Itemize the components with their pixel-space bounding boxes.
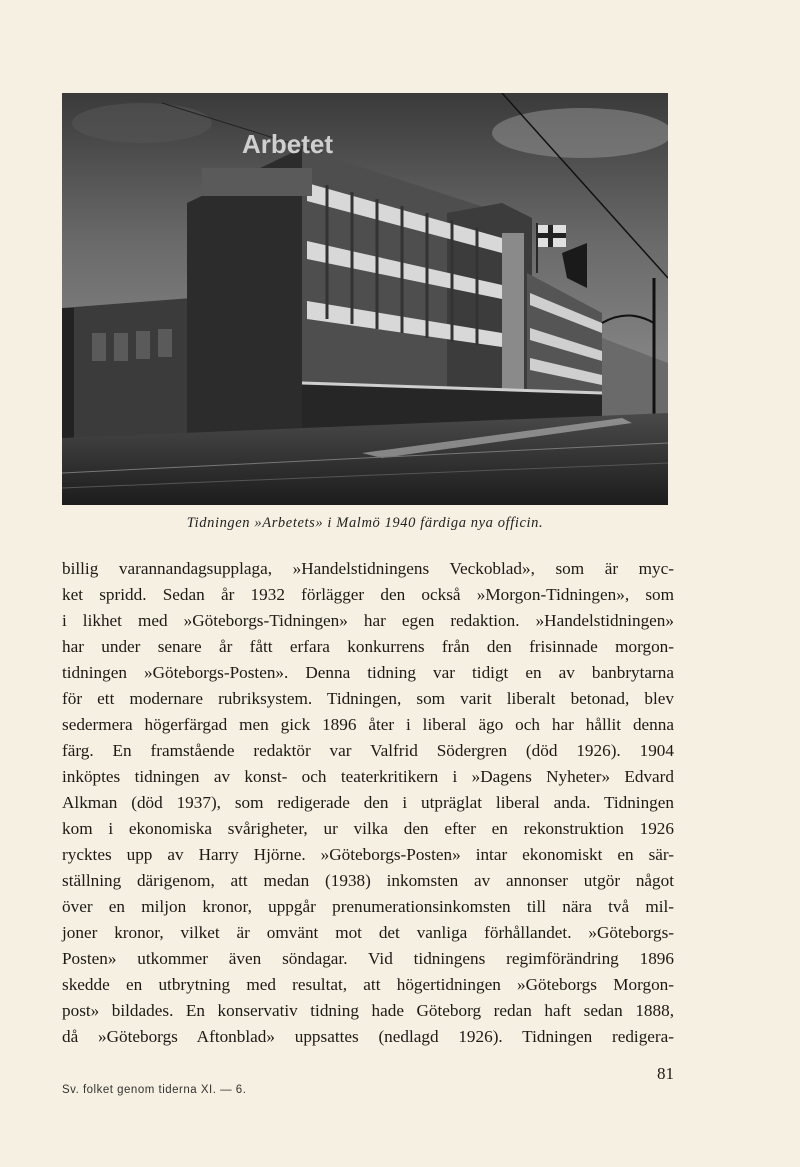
body-line: post» bildades. En konservativ tidning hade Göteborg redan haft sedan 1888, xyxy=(62,1001,674,1020)
body-line: för ett modernare rubriksystem. Tidningen, som varit liberalt betonad, blev xyxy=(62,689,674,708)
body-line: joner kronor, vilket är omvänt mot det vanliga förhållandet. »Göteborgs- xyxy=(62,923,674,942)
body-line: i likhet med »Göteborgs-Tidningen» har egen redaktion. »Handelstidningen» xyxy=(62,611,674,630)
body-line: har under senare år fått erfara konkurrens från den frisinnade morgon- xyxy=(62,637,674,656)
page-number: 81 xyxy=(657,1064,674,1083)
body-line: sedermera högerfärgad men gick 1896 åter i liberal ägo och har hållit denna xyxy=(62,715,674,734)
photo-caption: Tidningen »Arbetets» i Malmö 1940 färdiga nya officin. xyxy=(186,515,544,531)
body-line: Posten» utkommer även söndagar. Vid tidningens regimförändring 1896 xyxy=(62,949,674,968)
body-text xyxy=(62,556,674,1050)
body-line: rycktes upp av Harry Hjörne. »Göteborgs-Posten» intar ekonomiskt en sär- xyxy=(62,845,674,864)
body-line: billig varannandagsupplaga, »Handelstidningens Veckoblad», som är myc- xyxy=(62,559,674,578)
footer-note: Sv. folket genom tiderna XI. — 6. xyxy=(62,1084,247,1096)
body-line: inköptes tidningen av konst- och teaterkritikern i »Dagens Nyheter» Edvard xyxy=(62,767,674,786)
body-line: färg. En framstående redaktör var Valfrid Södergren (död 1926). 1904 xyxy=(62,741,674,760)
building-photo xyxy=(62,93,668,505)
roof-sign-text: Arbetet xyxy=(242,129,334,159)
body-line: ket spridd. Sedan år 1932 förlägger den också »Morgon-Tidningen», som xyxy=(62,585,674,604)
body-line: tidningen »Göteborgs-Posten». Denna tidning var tidigt en av banbrytarna xyxy=(62,663,674,682)
body-line: skedde en utbrytning med resultat, att högertidningen »Göteborgs Morgon- xyxy=(62,975,674,994)
body-line: Alkman (död 1937), som redigerade den i utpräglat liberal anda. Tidningen xyxy=(62,793,674,812)
body-line: då »Göteborgs Aftonblad» uppsattes (nedlagd 1926). Tidningen redigera- xyxy=(62,1027,674,1046)
body-line: kom i ekonomiska svårigheter, ur vilka den efter en rekonstruktion 1926 xyxy=(62,819,674,838)
building-photo-drawing xyxy=(62,93,668,505)
body-line: över en miljon kronor, uppgår prenumerationsinkomsten till nära två mil- xyxy=(62,897,674,916)
body-line: ställning därigenom, att medan (1938) inkomsten av annonser utgör något xyxy=(62,871,674,890)
